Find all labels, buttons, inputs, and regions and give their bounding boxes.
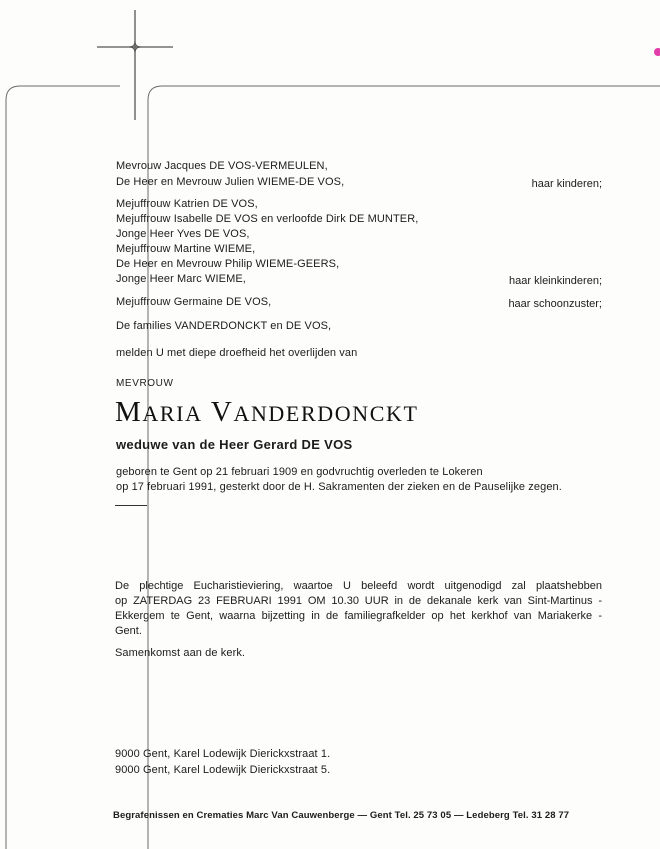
address-line: 9000 Gent, Karel Lodewijk Dierickxstraat 1. — [115, 748, 331, 760]
relation-children: haar kinderen; — [531, 178, 602, 190]
life-dates-line: geboren te Gent op 21 februari 1909 en godvruchtig overleden te Lokeren — [116, 466, 483, 478]
family-line: Mejuffrouw Isabelle DE VOS en verloofde Dirk DE MUNTER, — [116, 213, 419, 225]
ceremony-line: Gent. — [115, 625, 142, 637]
gathering-text: Samenkomst aan de kerk. — [115, 647, 246, 659]
family-line: Jonge Heer Marc WIEME, — [116, 273, 246, 285]
life-dates-line: op 17 februari 1991, gesterkt door de H. Sakramenten der zieken en de Pauselijke zegen. — [116, 481, 562, 493]
family-line: Mevrouw Jacques DE VOS-VERMEULEN, — [116, 160, 328, 172]
frame-left-corner — [6, 86, 120, 849]
family-line: Jonge Heer Yves DE VOS, — [116, 228, 250, 240]
relation-grandchildren: haar kleinkinderen; — [509, 275, 602, 287]
ceremony-line: op ZATERDAG 23 FEBRUARI 1991 OM 10.30 UUR in de dekanale kerk van Sint-Martinus - — [115, 595, 602, 607]
deceased-name: MARIA VANDERDONCKT — [115, 396, 419, 428]
family-line: Mejuffrouw Germaine DE VOS, — [116, 296, 272, 308]
pink-ink-mark — [650, 45, 660, 59]
family-line: De families VANDERDONCKT en DE VOS, — [116, 320, 332, 332]
latin-cross-icon — [0, 0, 200, 130]
announcement-text: melden U met diepe droefheid het overlijden van — [116, 347, 358, 359]
family-line: Mejuffrouw Katrien DE VOS, — [116, 198, 258, 210]
ceremony-line: De plechtige Eucharistieviering, waartoe U beleefd wordt uitgenodigd zal plaatshebben — [115, 580, 602, 592]
ceremony-paragraph — [115, 580, 602, 638]
separator-dash — [115, 505, 147, 506]
undertaker-footer: Begrafenissen en Crematies Marc Van Cauwenberge — Gent Tel. 25 73 05 — Ledeberg Tel. 31 28 77 — [113, 810, 570, 821]
widow-of-line: weduwe van de Heer Gerard DE VOS — [116, 437, 353, 452]
deceased-title: MEVROUW — [116, 378, 174, 389]
family-line: De Heer en Mevrouw Philip WIEME-GEERS, — [116, 258, 340, 270]
family-line: Mejuffrouw Martine WIEME, — [116, 243, 256, 255]
ceremony-line: Ekkergem te Gent, waarna bijzetting in de familiegrafkelder op het kerkhof van Mariakerke - — [115, 610, 602, 622]
address-line: 9000 Gent, Karel Lodewijk Dierickxstraat 5. — [115, 764, 331, 776]
relation-sister-in-law: haar schoonzuster; — [508, 298, 602, 310]
family-line: De Heer en Mevrouw Julien WIEME-DE VOS, — [116, 176, 345, 188]
